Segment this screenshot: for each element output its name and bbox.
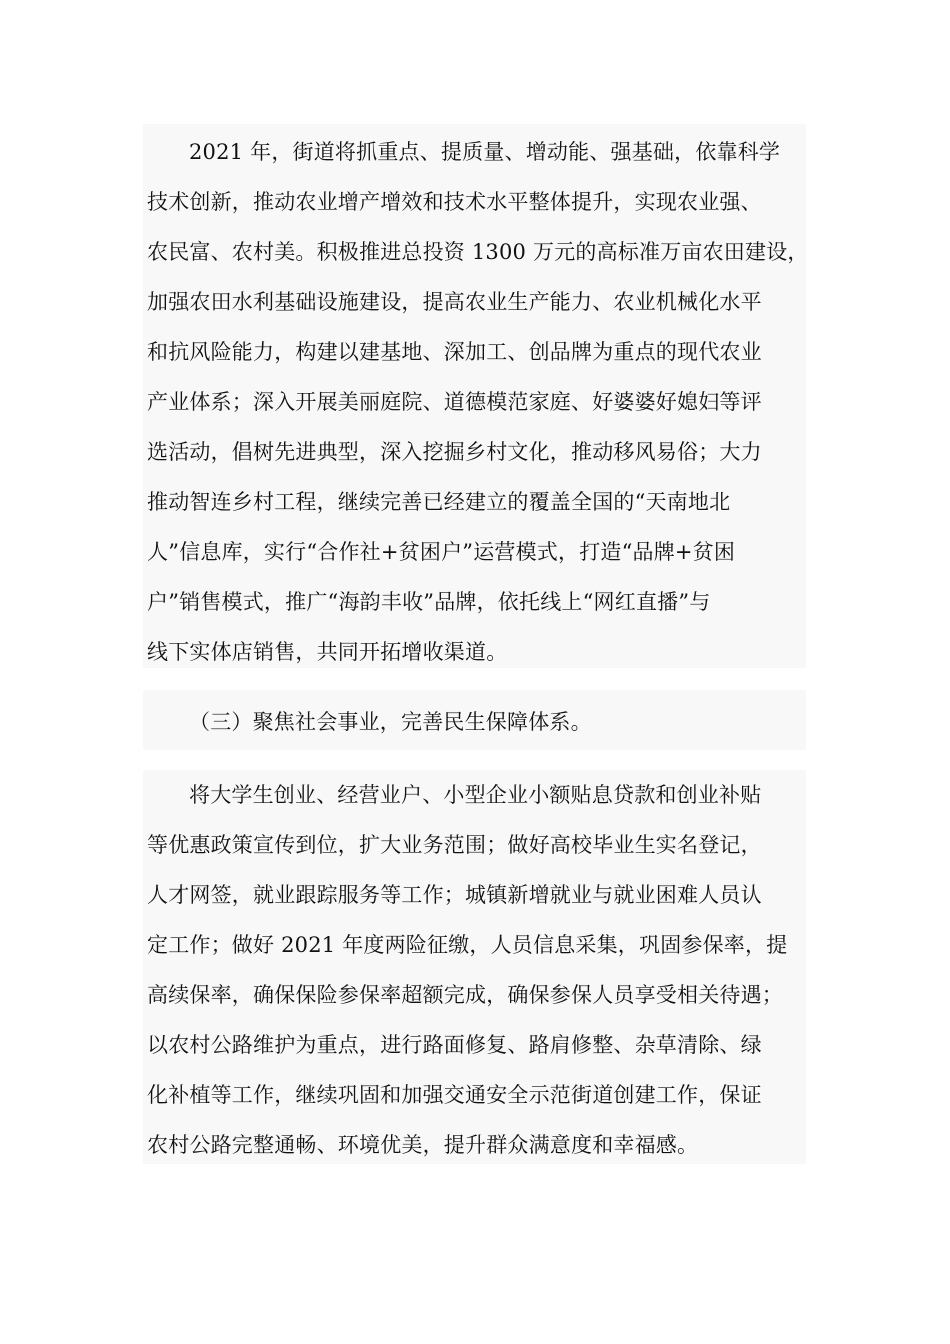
paragraph-2-line-4: 定工作；做好 2021 年度两险征缴，人员信息采集，巩固参保率，提	[147, 933, 788, 957]
paragraph-1-line-1: 2021 年，街道将抓重点、提质量、增动能、强基础，依靠科学	[189, 140, 781, 164]
paragraph-2-line-6: 以农村公路维护为重点，进行路面修复、路肩修整、杂草清除、绿	[147, 1033, 762, 1057]
paragraph-1-line-9: 人”信息库，实行“合作社+贫困户”运营模式，打造“品牌+贫困	[147, 540, 736, 564]
paragraph-1-line-10: 户”销售模式，推广“海韵丰收”品牌，依托线上“网红直播”与	[147, 590, 711, 614]
paragraph-2-line-7: 化补植等工作，继续巩固和加强交通安全示范街道创建工作，保证	[147, 1083, 762, 1107]
paragraph-2-line-8: 农村公路完整通畅、环境优美，提升群众满意度和幸福感。	[147, 1133, 699, 1157]
paragraph-1-line-3: 农民富、农村美。积极推进总投资 1300 万元的高标准万亩农田建设，	[147, 240, 809, 264]
paragraph-1-line-8: 推动智连乡村工程，继续完善已经建立的覆盖全国的“天南地北	[147, 490, 731, 514]
paragraph-1-line-7: 选活动，倡树先进典型，深入挖掘乡村文化，推动移风易俗；大力	[147, 440, 762, 464]
paragraph-2-line-5: 高续保率，确保保险参保率超额完成，确保参保人员享受相关待遇；	[147, 983, 783, 1007]
section-heading: （三）聚焦社会事业，完善民生保障体系。	[189, 710, 592, 734]
paragraph-1-line-6: 产业体系；深入开展美丽庭院、道德模范家庭、好婆婆好媳妇等评	[147, 390, 762, 414]
paragraph-1-line-4: 加强农田水利基础设施建设，提高农业生产能力、农业机械化水平	[147, 290, 762, 314]
paragraph-2-line-3: 人才网签，就业跟踪服务等工作；城镇新增就业与就业困难人员认	[147, 883, 762, 907]
paragraph-2-line-1: 将大学生创业、经营业户、小型企业小额贴息贷款和创业补贴	[189, 783, 762, 807]
paragraph-1-line-11: 线下实体店销售，共同开拓增收渠道。	[147, 640, 508, 664]
paragraph-1-line-5: 和抗风险能力，构建以建基地、深加工、创品牌为重点的现代农业	[147, 340, 762, 364]
paragraph-2-line-2: 等优惠政策宣传到位，扩大业务范围；做好高校毕业生实名登记，	[147, 833, 762, 857]
paragraph-1-line-2: 技术创新，推动农业增产增效和技术水平整体提升，实现农业强、	[147, 190, 762, 214]
